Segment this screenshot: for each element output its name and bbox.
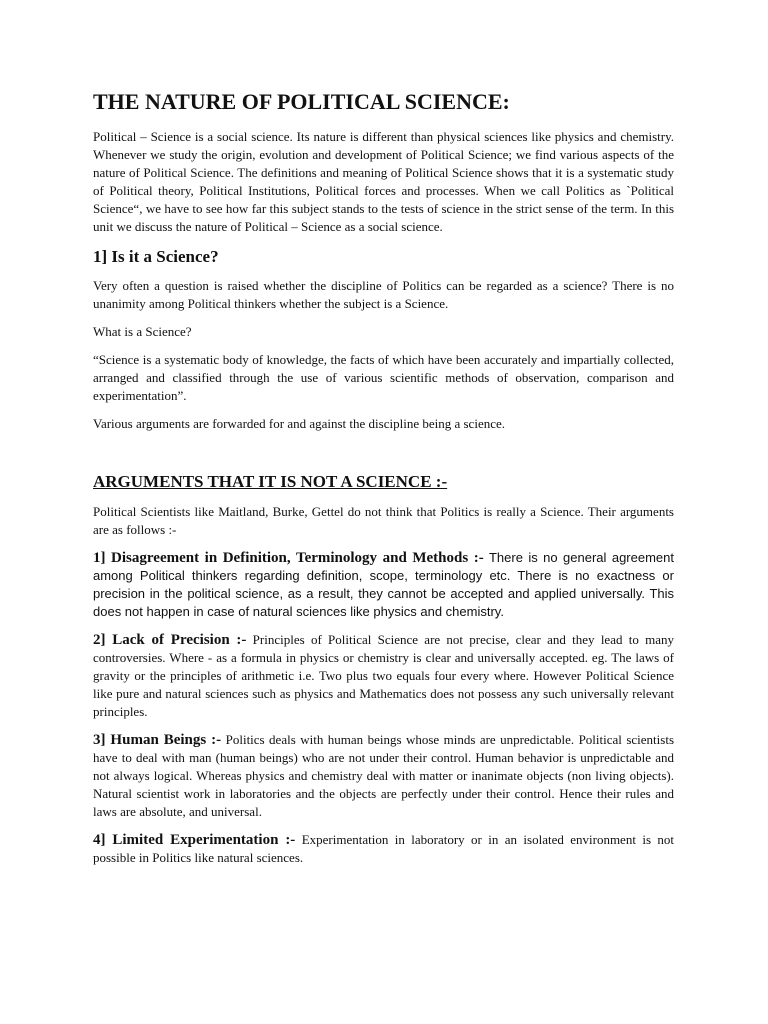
- argument-lead: 3] Human Beings :-: [93, 732, 222, 748]
- argument-lead: 2] Lack of Precision :-: [93, 632, 247, 648]
- paragraph-question: Very often a question is raised whether the discipline of Politics can be regarded as a science? There is no unanimity among Political thinkers whether the subject is a Science.: [93, 278, 674, 311]
- argument-text: Experimentation in laboratory or in an isolated environment is not possible in Politics like natural sciences.: [93, 832, 675, 865]
- argument-item: [93, 549, 674, 621]
- paragraph-arguments-note: Various arguments are forwarded for and against the discipline being a science.: [93, 416, 506, 431]
- argument-item: [93, 731, 674, 821]
- paragraph-arguments-intro: Political Scientists like Maitland, Burke, Gettel do not think that Politics is really a Science. Their arguments are as follows :-: [93, 504, 674, 537]
- argument-text: Principles of Political Science are not precise, clear and they lead to many controversies. Where - as a formula in physics or chemistry is clear and universally accepted. eg. The laws of gravity or the principles of arithmetic i.e. Two plus two equals four every where. However Political Science like pure and natural sciences such as physics and Mathematics does not possess any such universally relevant principles.: [93, 632, 674, 719]
- section-heading-arguments: ARGUMENTS THAT IT IS NOT A SCIENCE :-: [93, 472, 448, 491]
- argument-item: [93, 831, 674, 867]
- paragraph-what-is-science: What is a Science?: [93, 324, 192, 339]
- argument-text: There is no general agreement among Political thinkers regarding definition, scope, terminology etc. There is no exactness or precision in the political science, as a result, they cannot be accepted and applied universally. This does not happen in case of natural sciences like physics and chemistry.: [93, 550, 674, 619]
- argument-text: Politics deals with human beings whose minds are unpredictable. Political scientists have to deal with man (human beings) who are not under their control. Human behavior is unpredictable and not always logical. Whereas physics and chemistry deal with matter or inanimate objects (non living objects). Natural scientist work in laboratories and the objects are perfectly under their control. Hence their rules and laws are absolute, and universal.: [93, 732, 675, 819]
- page-title: THE NATURE OF POLITICAL SCIENCE:: [93, 89, 510, 114]
- argument-item: [93, 631, 674, 721]
- argument-lead: 4] Limited Experimentation :-: [93, 832, 296, 848]
- argument-lead: 1] Disagreement in Definition, Terminology and Methods :-: [93, 550, 484, 566]
- section-heading-is-it-science: 1] Is it a Science?: [93, 247, 219, 266]
- paragraph-science-definition: “Science is a systematic body of knowledge, the facts of which have been accurately and impartially collected, arranged and classified through the use of various scientific methods of observation, comparison and experimentation”.: [93, 352, 674, 403]
- intro-paragraph: Political – Science is a social science. Its nature is different than physical sciences like physics and chemistry. Whenever we study the origin, evolution and development of Political Science; we find various aspects of the nature of Political Science. The definitions and meaning of Political Science shows that it is a systematic study of Political theory, Political Institutions, Political forces and processes. When we call Politics as `Political Science“, we have to see how far this subject stands to the tests of science in the strict sense of the term. In this unit we discuss the nature of Political – Science as a social science.: [93, 129, 674, 234]
